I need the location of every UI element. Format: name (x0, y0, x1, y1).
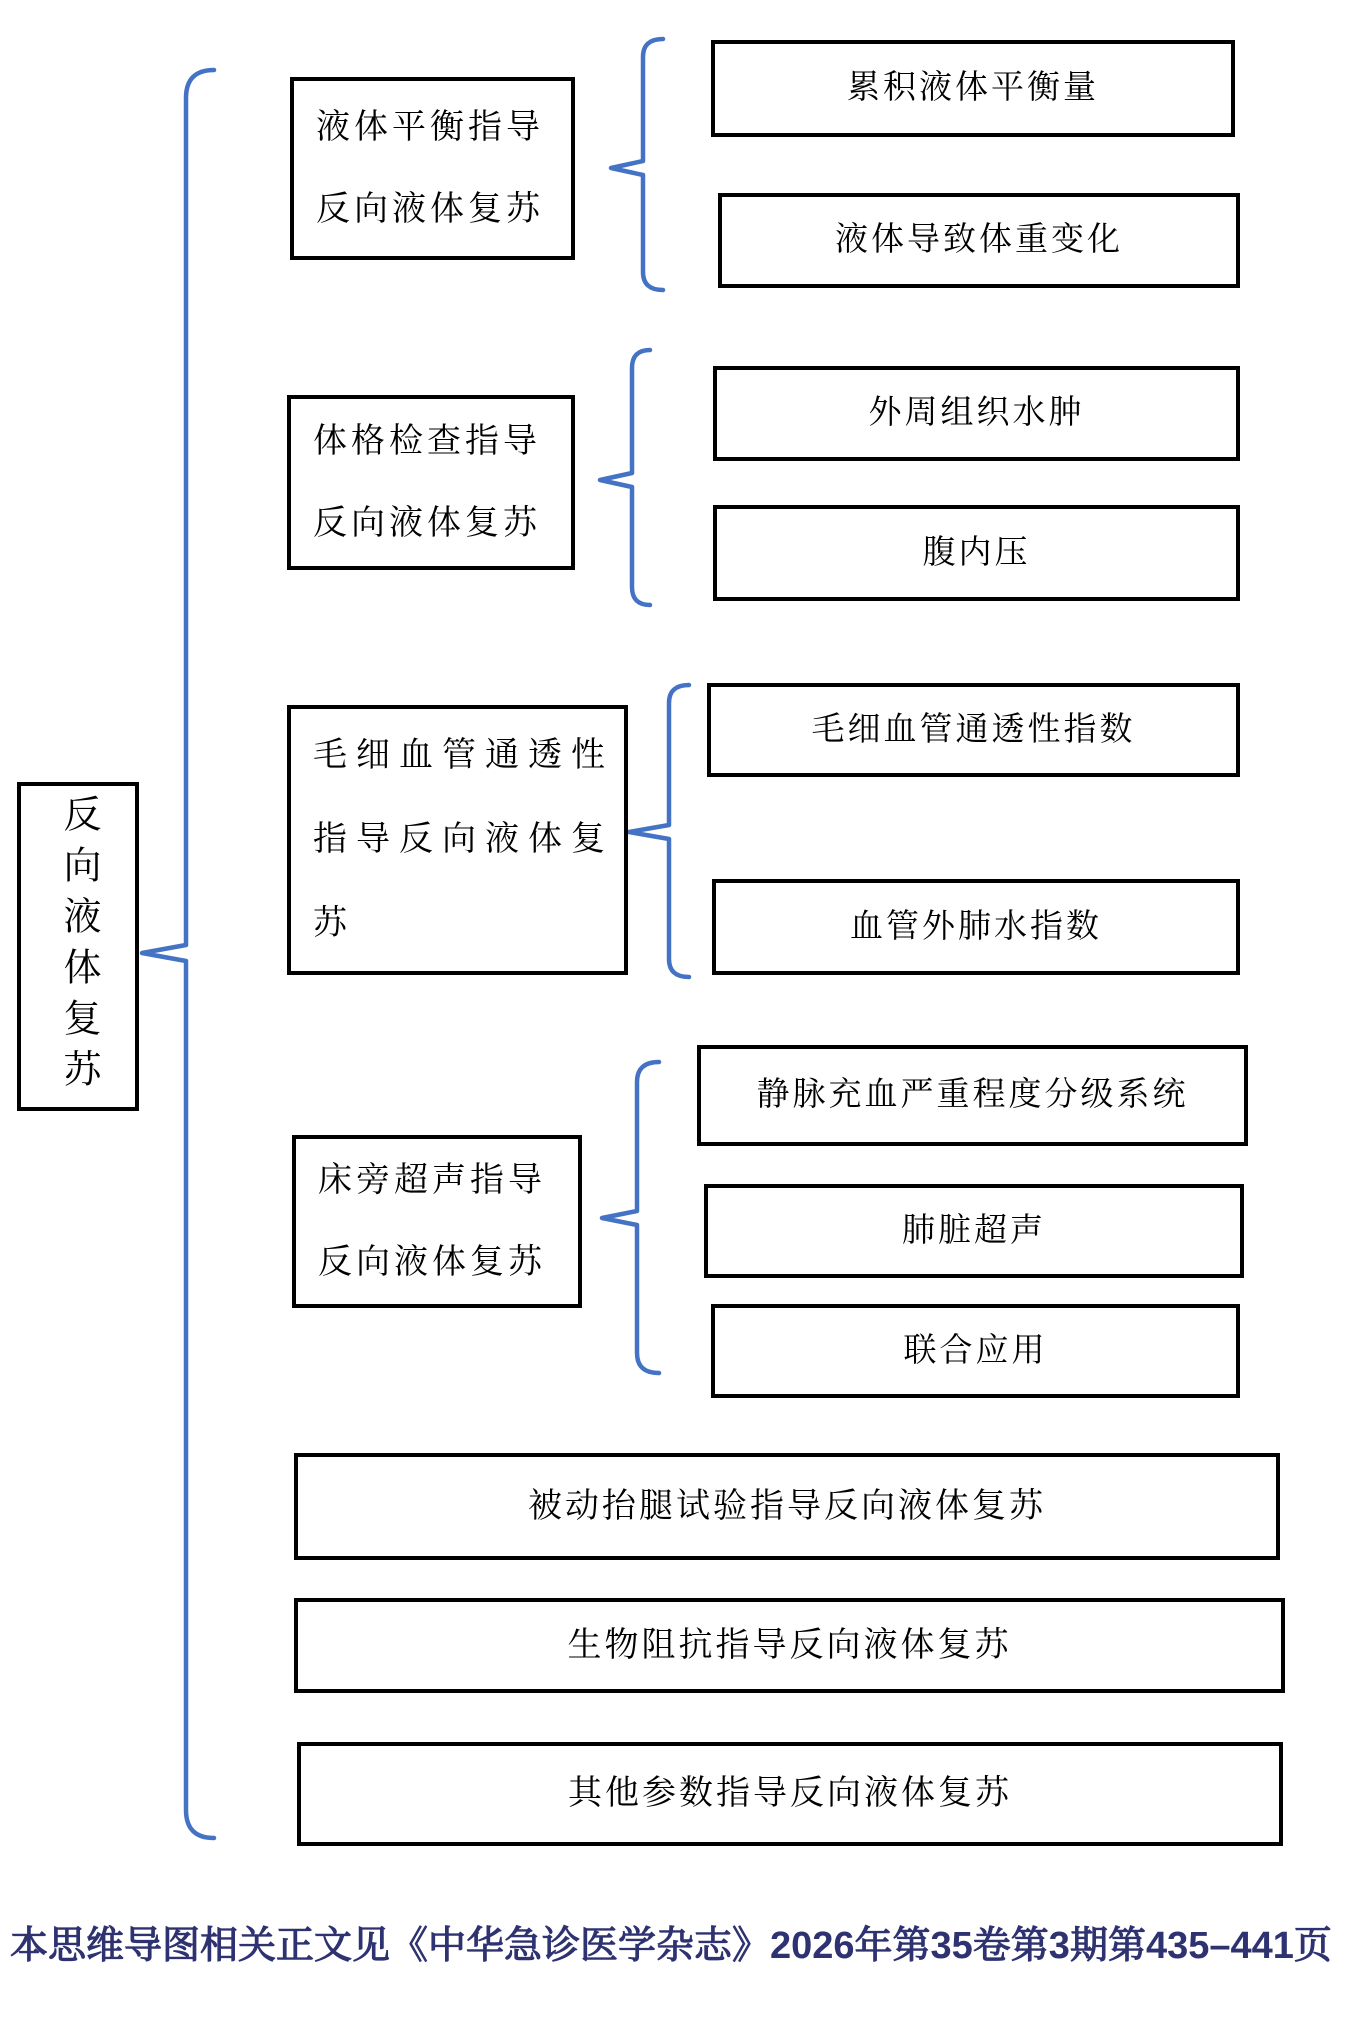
branch-label-line: 液体平衡指导 (316, 108, 544, 146)
node-passive-leg-raise (294, 1453, 1280, 1560)
branch-label-line: 毛细血管通透性 (313, 737, 614, 774)
branch-node-bedside-ultrasound (292, 1135, 582, 1308)
leaf-label: 血管外肺水指数 (850, 908, 1102, 945)
branch-label-line: 反向液体复苏 (318, 1243, 546, 1281)
leaf-label: 静脉充血严重程度分级系统 (756, 1077, 1189, 1113)
leaf-intra-abdominal-pressure (713, 505, 1240, 601)
brace-branch-2 (600, 350, 650, 605)
leaf-label: 腹内压 (922, 534, 1031, 571)
branch-label-line: 体格检查指导 (313, 422, 541, 460)
leaf-weight-change (718, 193, 1240, 288)
branch-label-line: 床旁超声指导 (318, 1161, 546, 1199)
leaf-label: 联合应用 (903, 1332, 1048, 1369)
branch-label-line: 指导反向液体复 (313, 821, 614, 858)
footer-caption: 本思维导图相关正文见《中华急诊医学杂志》2026年第35卷第3期第435–441页 (10, 1925, 1332, 1967)
branch-node-capillary-permeability (287, 705, 628, 975)
leaf-combined-application (711, 1304, 1240, 1398)
branch-label-line: 反向液体复苏 (313, 504, 541, 542)
branch-label-line: 反向液体复苏 (316, 190, 544, 228)
leaf-cumulative-fluid-balance (711, 40, 1235, 137)
branch-node-fluid-balance (290, 77, 575, 260)
leaf-lung-ultrasound (704, 1184, 1244, 1278)
branch-label-line: 苏 (313, 905, 356, 942)
leaf-capillary-permeability-index (707, 683, 1240, 777)
leaf-label: 肺脏超声 (902, 1212, 1046, 1249)
leaf-evlw-index (712, 879, 1240, 975)
root-node (17, 782, 139, 1111)
root-node-label: 反向液体复苏 (57, 793, 99, 1100)
leaf-label: 累积液体平衡量 (847, 70, 1099, 106)
leaf-peripheral-edema (713, 366, 1240, 461)
brace-branch-3 (629, 685, 689, 977)
branch-node-physical-exam (287, 395, 575, 570)
node-bioimpedance (294, 1598, 1285, 1693)
node-other-parameters (297, 1742, 1283, 1846)
node-label: 其他参数指导反向液体复苏 (568, 1775, 1012, 1812)
brace-branch-1 (611, 39, 663, 290)
node-label: 生物阻抗指导反向液体复苏 (567, 1626, 1012, 1664)
leaf-label: 液体导致体重变化 (835, 222, 1123, 258)
node-label: 被动抬腿试验指导反向液体复苏 (528, 1487, 1046, 1525)
leaf-label: 毛细血管通透性指数 (811, 711, 1136, 748)
leaf-label: 外周组织水肿 (868, 395, 1085, 431)
root-brace (142, 70, 214, 1838)
brace-branch-4 (602, 1062, 659, 1373)
leaf-venous-congestion-grading (697, 1045, 1248, 1146)
